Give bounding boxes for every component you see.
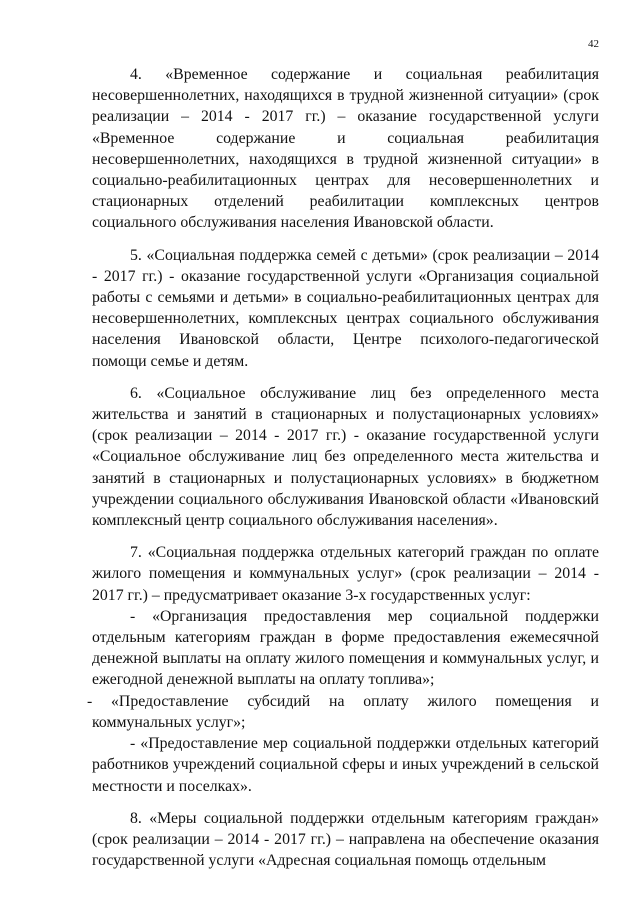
- paragraph-item-6: 6. «Социальное обслуживание лиц без определенного места жительства и занятий в стационарных и полустационарных условиях» (срок реализации – 2014 - 2017 гг.) - оказание государственной услуги «Социальное обслуживание лиц без определенного места жительства и занятий в стационарных и полустационарных условиях» в бюджетном учреждении социального обслуживания Ивановской области «Ивановский комплексный центр социального обслуживания населения».: [92, 384, 599, 530]
- list-item-service-3: - «Предоставление мер социальной поддержки отдельных категорий работников учреждений социальной сферы и иных учреждений в сельской местности и поселках».: [92, 735, 599, 795]
- list-item-service-2: - «Предоставление субсидий на оплату жилого помещения и коммунальных услуг»;: [87, 692, 599, 731]
- paragraph-item-4: 4. «Временное содержание и социальная реабилитация несовершеннолетних, находящихся в трудной жизненной ситуации» (срок реализации – 2014 - 2017 гг.) – оказание государственной услуги «Временное содержание и социальная реабилитация несовершеннолетних, находящихся в трудной жизненной ситуации» в социально-реабилитационных центрах для несовершеннолетних и стационарных отделений реабилитации комплексных центров социального обслуживания населения Ивановской области.: [92, 66, 599, 232]
- page-number: 42: [588, 38, 599, 50]
- paragraph-item-8: 8. «Меры социальной поддержки отдельным категориям граждан» (срок реализации – 2014 - 2017 гг.) – направлена на обеспечение оказания государственной услуги «Адресная социальная помощь отдельным: [92, 809, 599, 870]
- paragraph-item-5: 5. «Социальная поддержка семей с детьми» (срок реализации – 2014 - 2017 гг.) - оказание государственной услуги «Организация социальной работы с семьями и детьми» в социально-реабилитационных центрах для несовершеннолетних, комплексных центрах социального обслуживания населения Ивановской области, Центре психолого-педагогической помощи семье и детям.: [92, 246, 599, 370]
- list-item-service-1: - «Организация предоставления мер социальной поддержки отдельным категориям граждан в форме предоставления ежемесячной денежной выплаты на оплату жилого помещения и коммунальных услуг, и ежегодной денежной выплаты на оплату топлива»;: [92, 607, 599, 689]
- paragraph-item-7: 7. «Социальная поддержка отдельных категорий граждан по оплате жилого помещения и коммунальных услуг» (срок реализации – 2014 - 2017 гг.) – предусматривает оказание 3-х государственных услуг:: [92, 544, 599, 604]
- page-body: [87, 64, 599, 871]
